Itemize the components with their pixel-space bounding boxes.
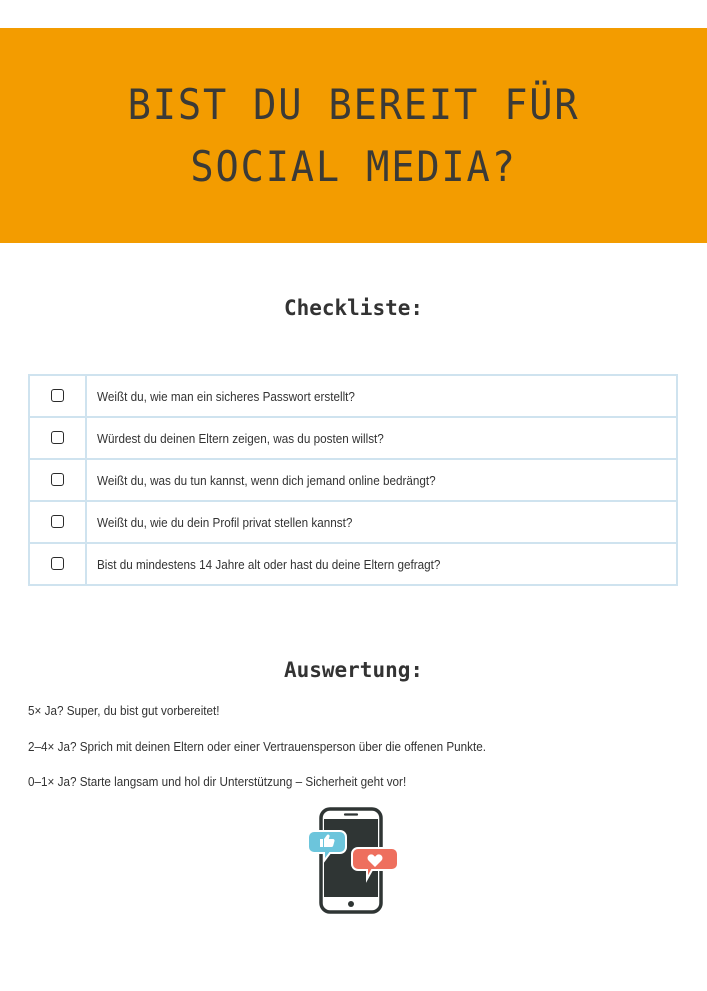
checklist-row	[29, 543, 677, 585]
page-title-line-2: SOCIAL MEDIA?	[190, 141, 517, 191]
checklist-item-label: Weißt du, was du tun kannst, wenn dich jemand online bedrängt?	[97, 472, 436, 488]
checklist-table	[28, 374, 678, 586]
checkbox[interactable]	[51, 473, 64, 486]
checkbox[interactable]	[51, 515, 64, 528]
checklist-item-label: Weißt du, wie du dein Profil privat stellen kannst?	[97, 514, 353, 530]
evaluation-heading: Auswertung:	[283, 658, 424, 682]
checklist-item-label: Bist du mindestens 14 Jahre alt oder hast du deine Eltern gefragt?	[97, 556, 441, 572]
result-low: 0–1× Ja? Starte langsam und hol dir Unterstützung – Sicherheit geht vor!	[28, 774, 407, 789]
page-title-line-1: BIST DU BEREIT FÜR	[127, 79, 580, 129]
checkbox[interactable]	[51, 431, 64, 444]
checklist-row	[29, 375, 677, 417]
checkbox[interactable]	[51, 557, 64, 570]
title-banner	[0, 28, 707, 243]
checkbox[interactable]	[51, 389, 64, 402]
result-medium: 2–4× Ja? Sprich mit deinen Eltern oder einer Vertrauensperson über die offenen Punkte.	[28, 739, 487, 754]
checklist-item-label: Würdest du deinen Eltern zeigen, was du posten willst?	[97, 430, 384, 446]
checklist-heading: Checkliste:	[283, 296, 424, 320]
checklist-row	[29, 501, 677, 543]
checklist-item-label: Weißt du, wie man ein sicheres Passwort erstellt?	[97, 388, 355, 404]
result-high: 5× Ja? Super, du bist gut vorbereitet!	[28, 703, 220, 718]
checklist-row	[29, 459, 677, 501]
checklist-row	[29, 417, 677, 459]
smartphone-social-icon	[306, 806, 402, 916]
page-title	[128, 74, 580, 198]
